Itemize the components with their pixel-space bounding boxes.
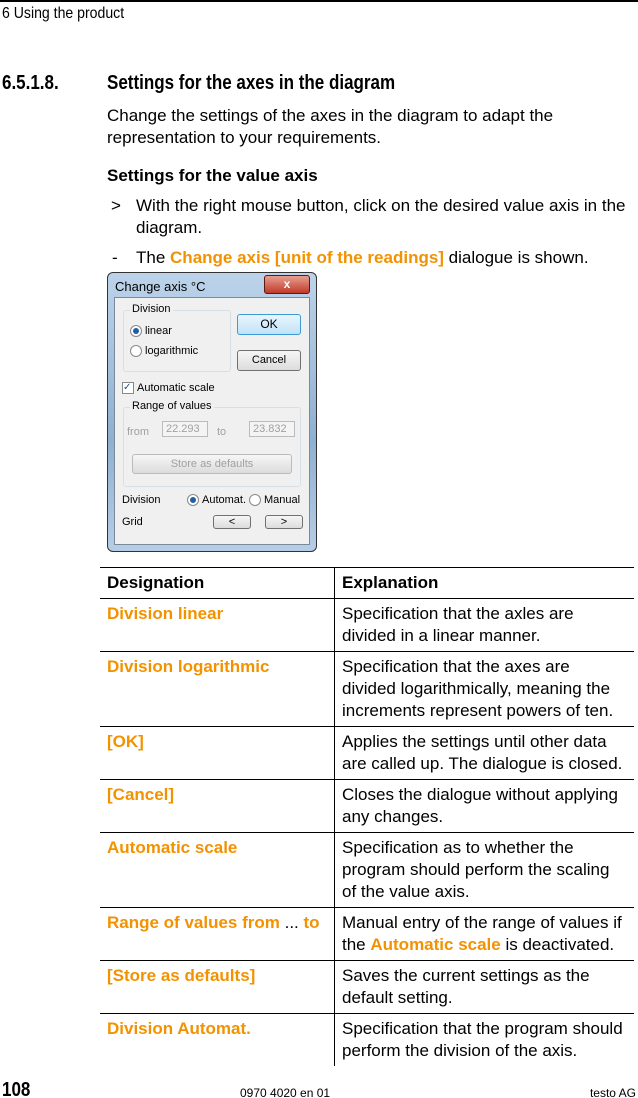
dialog-name: Change axis [unit of the readings] bbox=[170, 248, 444, 267]
document-number: 0970 4020 en 01 bbox=[240, 1086, 331, 1098]
designation: Automatic scale bbox=[100, 833, 335, 908]
grid-next-button[interactable]: > bbox=[265, 515, 303, 529]
division-label: Division bbox=[122, 494, 161, 506]
result-pre: The bbox=[136, 248, 171, 267]
section-number: 6.5.1.8. bbox=[2, 72, 59, 94]
radio-linear-label: linear bbox=[145, 325, 172, 337]
designation: Division logarithmic bbox=[100, 652, 335, 727]
table-row bbox=[100, 1014, 634, 1067]
col-designation: Designation bbox=[100, 568, 335, 599]
automatic-scale-checkbox[interactable] bbox=[122, 382, 215, 394]
explanation: Specification that the program should perform the division of the axis. bbox=[335, 1014, 635, 1067]
range-group bbox=[123, 400, 301, 487]
radio-automat[interactable] bbox=[187, 494, 246, 506]
designation-sep: ... bbox=[279, 913, 304, 932]
radio-manual[interactable] bbox=[249, 494, 300, 506]
table-row bbox=[100, 652, 634, 727]
table-row bbox=[100, 599, 634, 652]
to-label: to bbox=[217, 426, 227, 438]
table-row bbox=[100, 961, 634, 1014]
radio-logarithmic-label: logarithmic bbox=[145, 345, 199, 357]
to-input[interactable]: 23.832 bbox=[249, 421, 295, 437]
page-number: 108 bbox=[2, 1079, 31, 1098]
range-group-label: Range of values bbox=[132, 400, 212, 412]
designation: [Cancel] bbox=[100, 780, 335, 833]
division-group bbox=[123, 303, 231, 372]
explanation: Specification that the axes are divided logarithmically, meaning the increments represent powers of ten. bbox=[335, 652, 635, 727]
table-header bbox=[100, 568, 634, 599]
designation bbox=[100, 908, 335, 961]
grid-prev-button[interactable]: < bbox=[213, 515, 251, 529]
explanation: Saves the current settings as the default setting. bbox=[335, 961, 635, 1014]
designation: [Store as defaults] bbox=[100, 961, 335, 1014]
designation: Division linear bbox=[100, 599, 335, 652]
radio-manual-label: Manual bbox=[264, 494, 301, 506]
table-row bbox=[100, 833, 634, 908]
explanation: Applies the settings until other data are called up. The dialogue is closed. bbox=[335, 727, 635, 780]
radio-icon bbox=[130, 345, 142, 357]
checkmark-icon: ✓ bbox=[122, 382, 134, 394]
table-row bbox=[100, 908, 634, 961]
designation: Division Automat. bbox=[100, 1014, 335, 1067]
radio-automat-label: Automat. bbox=[202, 494, 247, 506]
radio-icon bbox=[249, 494, 261, 506]
dialog-title: Change axis °C bbox=[115, 279, 206, 294]
from-input[interactable]: 22.293 bbox=[162, 421, 208, 437]
table-row bbox=[100, 727, 634, 780]
radio-selected-icon bbox=[187, 494, 199, 506]
radio-selected-icon bbox=[130, 325, 142, 337]
dialog-body bbox=[114, 297, 310, 545]
explanation-post: is deactivated. bbox=[500, 935, 615, 954]
subheading: Settings for the value axis bbox=[107, 166, 318, 185]
section-title: Settings for the axes in the diagram bbox=[107, 72, 396, 94]
company-name: testo AG bbox=[589, 1086, 636, 1098]
automatic-scale-label: Automatic scale bbox=[137, 382, 215, 394]
store-defaults-button[interactable]: Store as defaults bbox=[132, 454, 292, 474]
explanation-pre: Manual entry of the range of values if the bbox=[342, 913, 622, 954]
close-button[interactable]: x bbox=[264, 275, 310, 294]
designation-a: Range of values from bbox=[107, 913, 280, 932]
result-marker: - bbox=[112, 248, 118, 267]
radio-linear[interactable] bbox=[130, 325, 172, 337]
change-axis-dialog bbox=[107, 272, 317, 552]
intro-text: Change the settings of the axes in the diagram to adapt the representation to your requirements. bbox=[107, 106, 554, 147]
step-text: With the right mouse button, click on the desired value axis in the diagram. bbox=[136, 196, 626, 237]
result-post: dialogue is shown. bbox=[443, 248, 589, 267]
explanation: Specification as to whether the program should perform the scaling of the value axis. bbox=[335, 833, 635, 908]
chapter-header: 6 Using the product bbox=[2, 5, 125, 22]
from-label: from bbox=[127, 426, 149, 438]
designation: [OK] bbox=[100, 727, 335, 780]
step-marker: > bbox=[111, 196, 121, 215]
cancel-button[interactable]: Cancel bbox=[237, 350, 301, 371]
division-group-label: Division bbox=[132, 303, 171, 315]
explanation-table bbox=[100, 567, 634, 1066]
ok-button[interactable]: OK bbox=[237, 314, 301, 335]
explanation bbox=[335, 908, 635, 961]
explanation: Specification that the axles are divided in a linear manner. bbox=[335, 599, 635, 652]
grid-label: Grid bbox=[122, 516, 143, 528]
result-text bbox=[136, 247, 589, 269]
explanation: Closes the dialogue without applying any changes. bbox=[335, 780, 635, 833]
header-rule bbox=[0, 0, 638, 2]
explanation-highlight: Automatic scale bbox=[370, 935, 501, 954]
table-row bbox=[100, 780, 634, 833]
designation-b: to bbox=[303, 913, 320, 932]
col-explanation: Explanation bbox=[335, 568, 635, 599]
radio-logarithmic[interactable] bbox=[130, 345, 198, 357]
